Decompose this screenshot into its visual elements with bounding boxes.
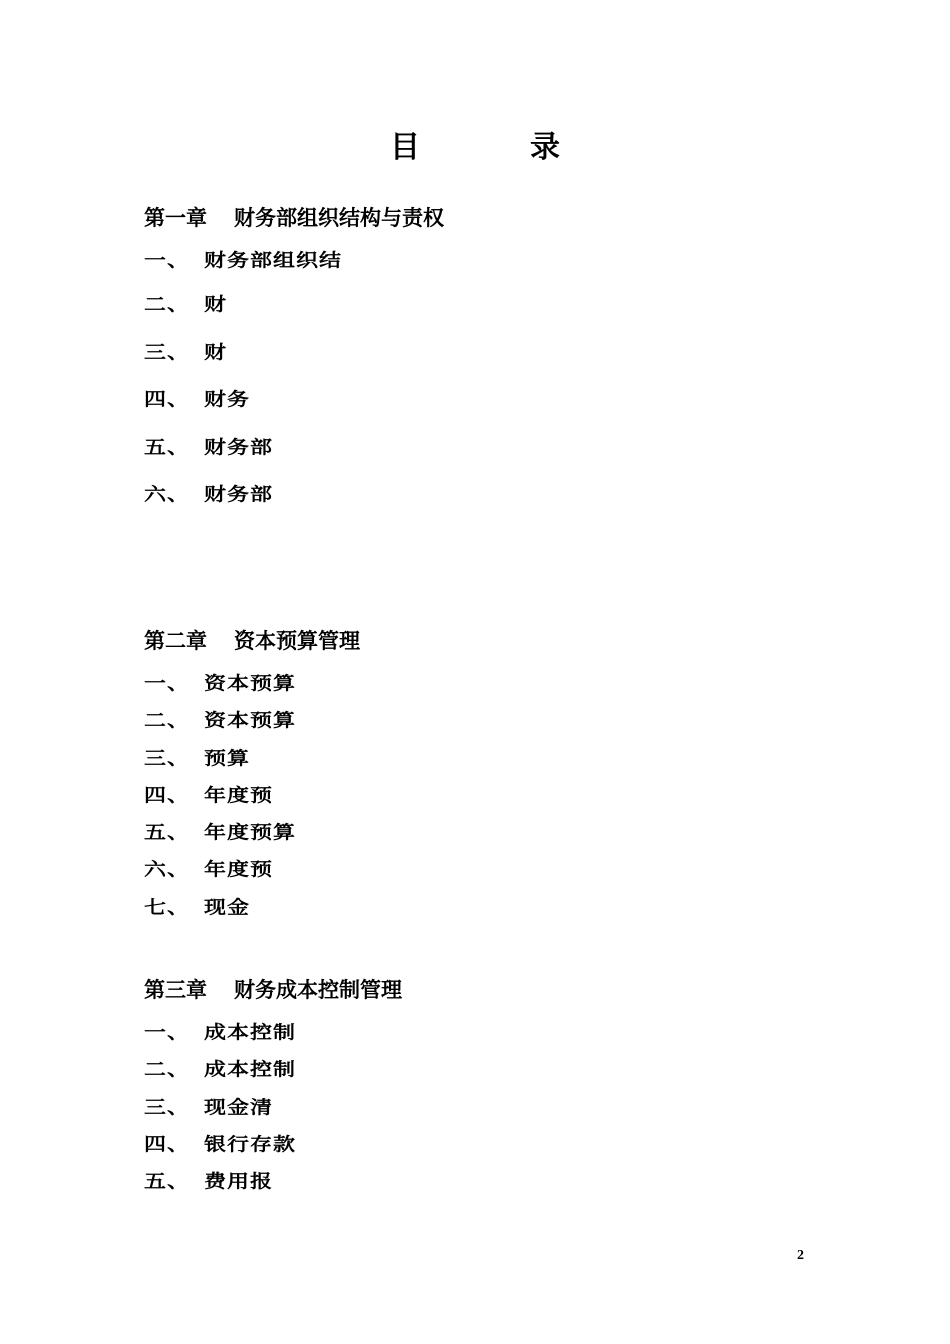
chapter-number: 第三章 <box>144 978 207 1002</box>
page-number: 2 <box>797 1248 804 1263</box>
chapter-heading[interactable] <box>144 202 444 232</box>
toc-item-text: 财 <box>204 294 228 316</box>
toc-item[interactable] <box>144 339 227 364</box>
toc-item-number: 五、 <box>144 822 191 844</box>
toc-item-number: 四、 <box>144 1134 191 1156</box>
toc-item-text: 年度预 <box>204 859 274 881</box>
chapter-number: 第一章 <box>144 206 207 230</box>
toc-item[interactable] <box>144 745 250 770</box>
toc-item-text: 成本控制 <box>204 1059 297 1081</box>
toc-item-number: 三、 <box>144 1097 191 1119</box>
chapter-title: 财务部组织结构与责权 <box>234 206 444 230</box>
chapter-heading[interactable] <box>144 625 360 655</box>
toc-item[interactable] <box>144 670 296 695</box>
toc-item-text: 预算 <box>204 748 251 770</box>
toc-item-text: 资本预算 <box>204 673 297 695</box>
toc-item[interactable] <box>144 707 296 732</box>
toc-item[interactable] <box>144 819 296 844</box>
toc-item-number: 一、 <box>144 250 191 272</box>
toc-item-number: 六、 <box>144 859 191 881</box>
toc-item[interactable] <box>144 386 250 411</box>
toc-item-text: 费用报 <box>204 1171 274 1193</box>
toc-item-text: 财务部 <box>204 437 274 459</box>
toc-item-number: 四、 <box>144 785 191 807</box>
toc-item-text: 银行存款 <box>204 1134 297 1156</box>
toc-item-number: 一、 <box>144 1022 191 1044</box>
toc-item-text: 年度预算 <box>204 822 297 844</box>
toc-item[interactable] <box>144 1056 296 1081</box>
toc-item[interactable] <box>144 856 273 881</box>
toc-item-number: 二、 <box>144 294 191 316</box>
toc-item-text: 成本控制 <box>204 1022 297 1044</box>
toc-item[interactable] <box>144 481 273 506</box>
toc-item[interactable] <box>144 782 273 807</box>
toc-item-number: 四、 <box>144 389 191 411</box>
toc-item[interactable] <box>144 1131 296 1156</box>
toc-item-text: 现金 <box>204 897 251 919</box>
chapter-title: 资本预算管理 <box>234 629 360 653</box>
toc-item-number: 五、 <box>144 437 191 459</box>
toc-item[interactable] <box>144 247 342 272</box>
toc-item[interactable] <box>144 291 227 316</box>
toc-item-text: 资本预算 <box>204 710 297 732</box>
toc-item[interactable] <box>144 1019 296 1044</box>
chapter-title: 财务成本控制管理 <box>234 978 402 1002</box>
toc-item[interactable] <box>144 1168 273 1193</box>
toc-item-number: 五、 <box>144 1171 191 1193</box>
chapter-heading[interactable] <box>144 974 402 1004</box>
chapter-number: 第二章 <box>144 629 207 653</box>
toc-item[interactable] <box>144 1094 273 1119</box>
toc-item-text: 财务 <box>204 389 251 411</box>
toc-item-text: 现金清 <box>204 1097 274 1119</box>
toc-item-text: 年度预 <box>204 785 274 807</box>
toc-item[interactable] <box>144 434 273 459</box>
toc-item-number: 三、 <box>144 342 191 364</box>
toc-item-number: 七、 <box>144 897 191 919</box>
toc-item[interactable] <box>144 894 250 919</box>
page-title: 目 录 <box>390 130 600 165</box>
toc-item-text: 财务部 <box>204 484 274 506</box>
toc-item-number: 二、 <box>144 710 191 732</box>
toc-item-number: 二、 <box>144 1059 191 1081</box>
toc-item-text: 财务部组织结 <box>204 250 343 272</box>
toc-item-text: 财 <box>204 342 228 364</box>
toc-item-number: 三、 <box>144 748 191 770</box>
toc-item-number: 六、 <box>144 484 191 506</box>
toc-item-number: 一、 <box>144 673 191 695</box>
